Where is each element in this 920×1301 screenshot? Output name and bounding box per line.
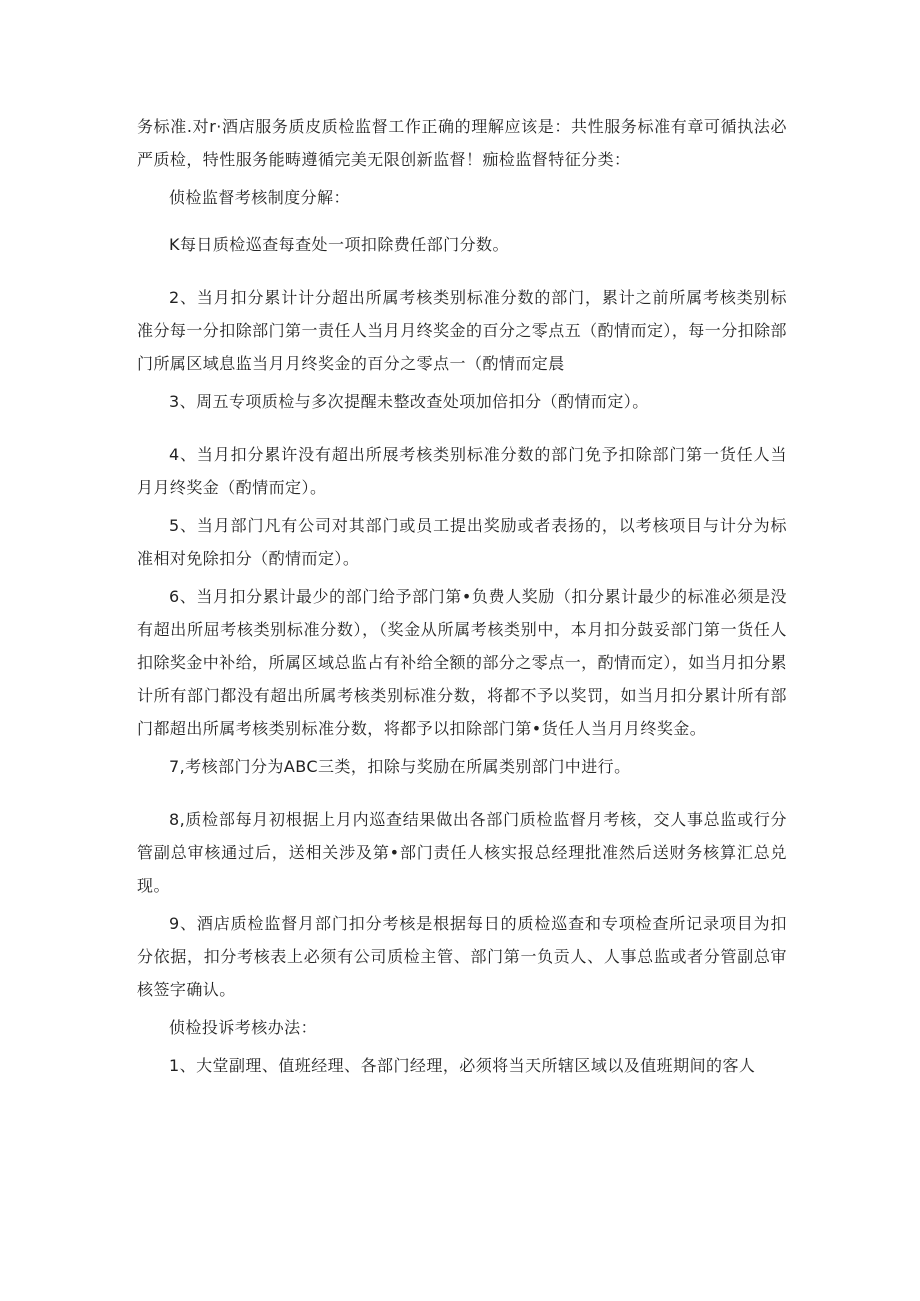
section-heading-assessment-rules: 侦检监督考核制度分解： [169,188,350,207]
rule-item-6: 6、当月扣分累计最少的部门给予部门第•负费人奖励（扣分累计最少的标准必须是没有超出所屈考核类别标准分数），（奖金从所属考核类别中，本月扣分鼓妥部门第一货任人扣除奖金中补给，所属区域总监占有补给全额的部分之零点一，酌情而定），如当月扣分累计所有部门都没有超出所属考核类别标准分数，将都不予以奖罚，如当月扣分累计所有部门都超出所属考核类别标准分数，将都予以扣除部门第•货任人当月月终奖金。 [137,587,788,738]
complaint-item-1: 1、大堂副理、值班经理、各部门经理，必须将当天所辖区域以及值班期间的客人 [169,1056,756,1075]
intro-paragraph: 务标准.对r·酒店服务质皮质检监督工作正确的理解应该是：共性服务标准有章可循执法必严质检，特性服务能畴遵循完美无限创新监督！痂检监督特征分类： [137,117,787,169]
section-heading-complaint-assessment: 侦检投诉考核办法： [169,1018,318,1037]
rule-item-1: K每日质检巡查每查处一项扣除费任部门分数。 [169,235,509,254]
rule-item-4: 4、当月扣分累许没有超出所展考核类别标准分数的部门免予扣除部门第一货任人当月月终奖金（酌情而定）。 [137,445,787,497]
rule-item-7: 7,考核部门分为ABC三类，扣除与奖励在所属类别部门中进行。 [169,757,631,776]
rule-item-8: 8,质检部每月初根据上月内巡查结果做出各部门质检监督月考核，交人事总监或行分管副总审核通过后，送相关涉及第•部门责任人核实报总经理批准然后送财务核算汇总兑现。 [137,810,787,895]
rule-item-5: 5、当月部门凡有公司对其部门或员工提出奖励或者表扬的，以考核项目与计分为标准相对免除扣分（酌情而定）。 [137,516,787,568]
rule-item-9: 9、酒店质检监督月部门扣分考核是根据每日的质检巡查和专项检查所记录项目为扣分依据，扣分考核表上必须有公司质检主管、部门第一负贡人、人事总监或者分管副总审核签字确认。 [137,914,787,999]
rule-item-3: 3、周五专项质检与多次提醒未整改查处项加倍扣分（酌情而定）。 [169,392,649,411]
rule-item-2: 2、当月扣分累计计分超出所属考核类别标准分数的部门，累计之前所属考核类别标准分每一分扣除部门第一责任人当月月终奖金的百分之零点五（酌情而定），每一分扣除部门所属区域息监当月月终奖金的百分之零点一（酌情而定晨 [137,288,788,373]
document-body [137,110,787,1082]
